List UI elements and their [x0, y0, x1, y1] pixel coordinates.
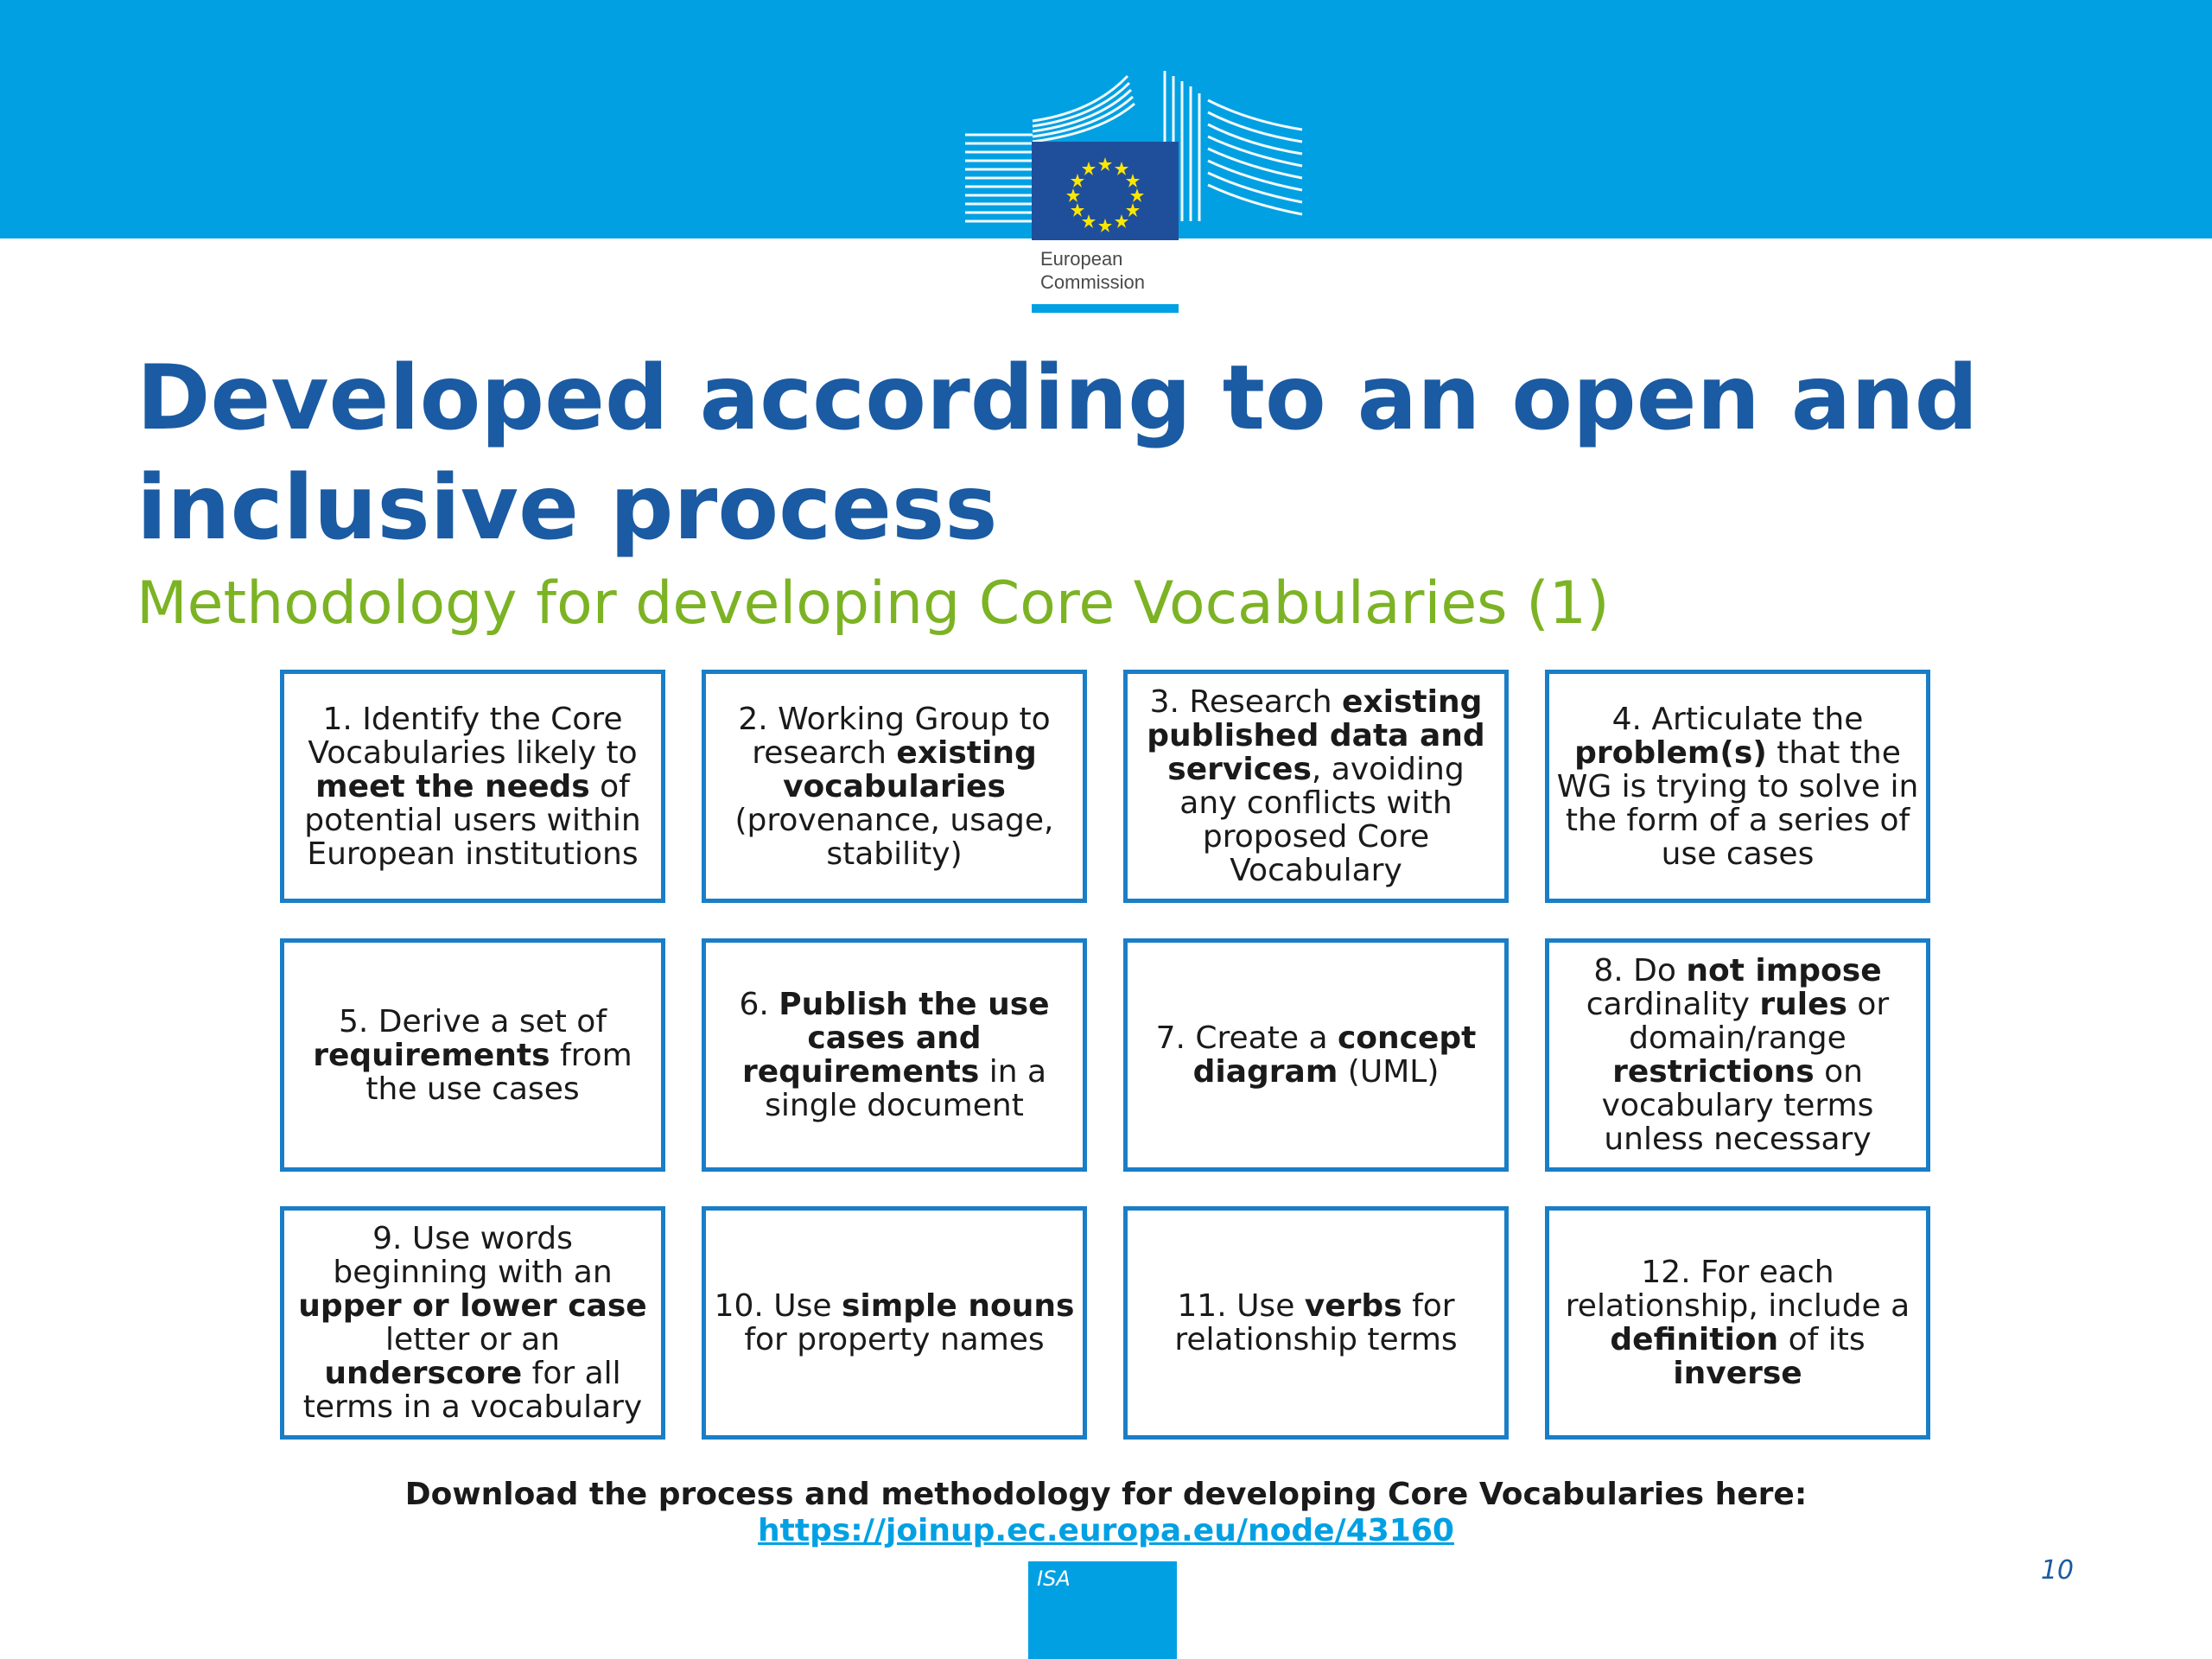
step-6-segment-3: in a single document [765, 1054, 1047, 1123]
step-4-segment-3: that the WG is trying to solve in the form of a series of use cases [1556, 734, 1919, 872]
step-text-4 [1556, 702, 1919, 871]
step-3-segment-1: 3. Research [1149, 684, 1342, 720]
step-8-segment-2: not impose [1686, 953, 1882, 988]
step-2-segment-3: (provenance, usage, stability) [734, 802, 1054, 872]
step-3-segment-3: , avoiding any conflicts with proposed Core Vocabulary [1179, 752, 1465, 888]
step-9-segment-3: letter or an [385, 1322, 560, 1357]
logo-line-2: Commission [1040, 271, 1146, 293]
step-5-segment-2: requirements [313, 1037, 550, 1073]
step-1-segment-3: of potential users within European institutions [304, 768, 641, 872]
step-8-segment-5: or domain/range [1629, 987, 1890, 1056]
european-commission-logo [963, 69, 1305, 313]
step-text-1 [291, 702, 654, 871]
step-11-segment-2: verbs [1304, 1288, 1402, 1324]
step-1-segment-1: 1. Identify the Core Vocabularies likely to [308, 701, 638, 771]
step-text-8 [1556, 954, 1919, 1156]
download-text: Download the process and methodology for developing Core Vocabularies here: [404, 1477, 1808, 1512]
step-9-segment-5: for all terms in a vocabulary [302, 1356, 643, 1425]
step-box-2 [702, 670, 1087, 903]
page-number: 10 [2040, 1555, 2074, 1586]
step-5-segment-1: 5. Derive a set of [338, 1003, 607, 1039]
step-11-segment-3: for relationship terms [1174, 1288, 1458, 1357]
step-box-6 [702, 938, 1087, 1172]
step-9-segment-1: 9. Use words beginning with an [333, 1221, 613, 1290]
methodology-steps-grid [280, 670, 2212, 1441]
step-box-5 [280, 938, 665, 1172]
step-text-9 [291, 1222, 654, 1424]
step-11-segment-1: 11. Use [1177, 1288, 1305, 1324]
step-text-2 [713, 702, 1076, 871]
eu-stars-icon [1032, 142, 1179, 240]
step-box-3 [1123, 670, 1509, 903]
step-box-7 [1123, 938, 1509, 1172]
isa-footer-box [1028, 1561, 1177, 1659]
step-2-segment-1: 2. Working Group to research [738, 701, 1051, 771]
step-7-segment-1: 7. Create a [1155, 1020, 1338, 1056]
step-6-segment-1: 6. [739, 987, 779, 1022]
page-subtitle: Methodology for developing Core Vocabularies (1) [137, 569, 1610, 638]
step-10-segment-3: for property names [744, 1322, 1045, 1357]
step-5-segment-3: from the use cases [365, 1037, 632, 1107]
step-text-11 [1135, 1289, 1497, 1357]
step-text-10 [713, 1289, 1076, 1357]
step-8-segment-6: restrictions [1612, 1054, 1815, 1090]
step-8-segment-4: rules [1759, 987, 1847, 1022]
step-6-segment-2: Publish the use cases and requirements [741, 987, 1050, 1090]
step-box-11 [1123, 1206, 1509, 1440]
step-box-9 [280, 1206, 665, 1440]
step-8-segment-1: 8. Do [1593, 953, 1687, 988]
step-text-12 [1556, 1255, 1919, 1390]
step-box-10 [702, 1206, 1087, 1440]
step-box-1 [280, 670, 665, 903]
step-9-segment-4: underscore [324, 1356, 523, 1391]
step-12-segment-2: definition [1610, 1322, 1779, 1357]
step-text-5 [291, 1005, 654, 1106]
step-box-8 [1545, 938, 1930, 1172]
eu-flag [1032, 142, 1179, 240]
step-text-3 [1135, 685, 1497, 887]
step-3-segment-2: existing published data and services [1147, 684, 1485, 787]
download-link[interactable]: https://joinup.ec.europa.eu/node/43160 [758, 1513, 1454, 1548]
step-7-segment-3: (UML) [1338, 1054, 1440, 1090]
step-12-segment-1: 12. For each relationship, include a [1565, 1255, 1910, 1324]
page-title: Developed according to an open and inclusive process [137, 346, 1979, 560]
step-7-segment-2: concept diagram [1192, 1020, 1477, 1090]
step-10-segment-2: simple nouns [842, 1288, 1075, 1324]
step-text-6 [713, 988, 1076, 1122]
step-12-segment-3: of its [1778, 1322, 1866, 1357]
step-4-segment-1: 4. Articulate the [1611, 701, 1864, 737]
step-8-segment-3: cardinality [1586, 987, 1760, 1022]
step-box-12 [1545, 1206, 1930, 1440]
step-4-segment-2: problem(s) [1574, 734, 1767, 771]
step-9-segment-2: upper or lower case [298, 1288, 647, 1324]
step-8-segment-7: on vocabulary terms unless necessary [1601, 1054, 1874, 1157]
isa-label: ISA [1037, 1567, 1071, 1591]
step-box-4 [1545, 670, 1930, 903]
step-2-segment-2: existing vocabularies [783, 734, 1037, 804]
logo-line-1: European [1040, 248, 1123, 270]
step-12-segment-4: inverse [1673, 1356, 1802, 1391]
step-10-segment-1: 10. Use [714, 1288, 842, 1324]
logo-caption [1032, 240, 1179, 313]
step-1-segment-2: meet the needs [315, 768, 590, 804]
step-text-7 [1135, 1021, 1497, 1089]
